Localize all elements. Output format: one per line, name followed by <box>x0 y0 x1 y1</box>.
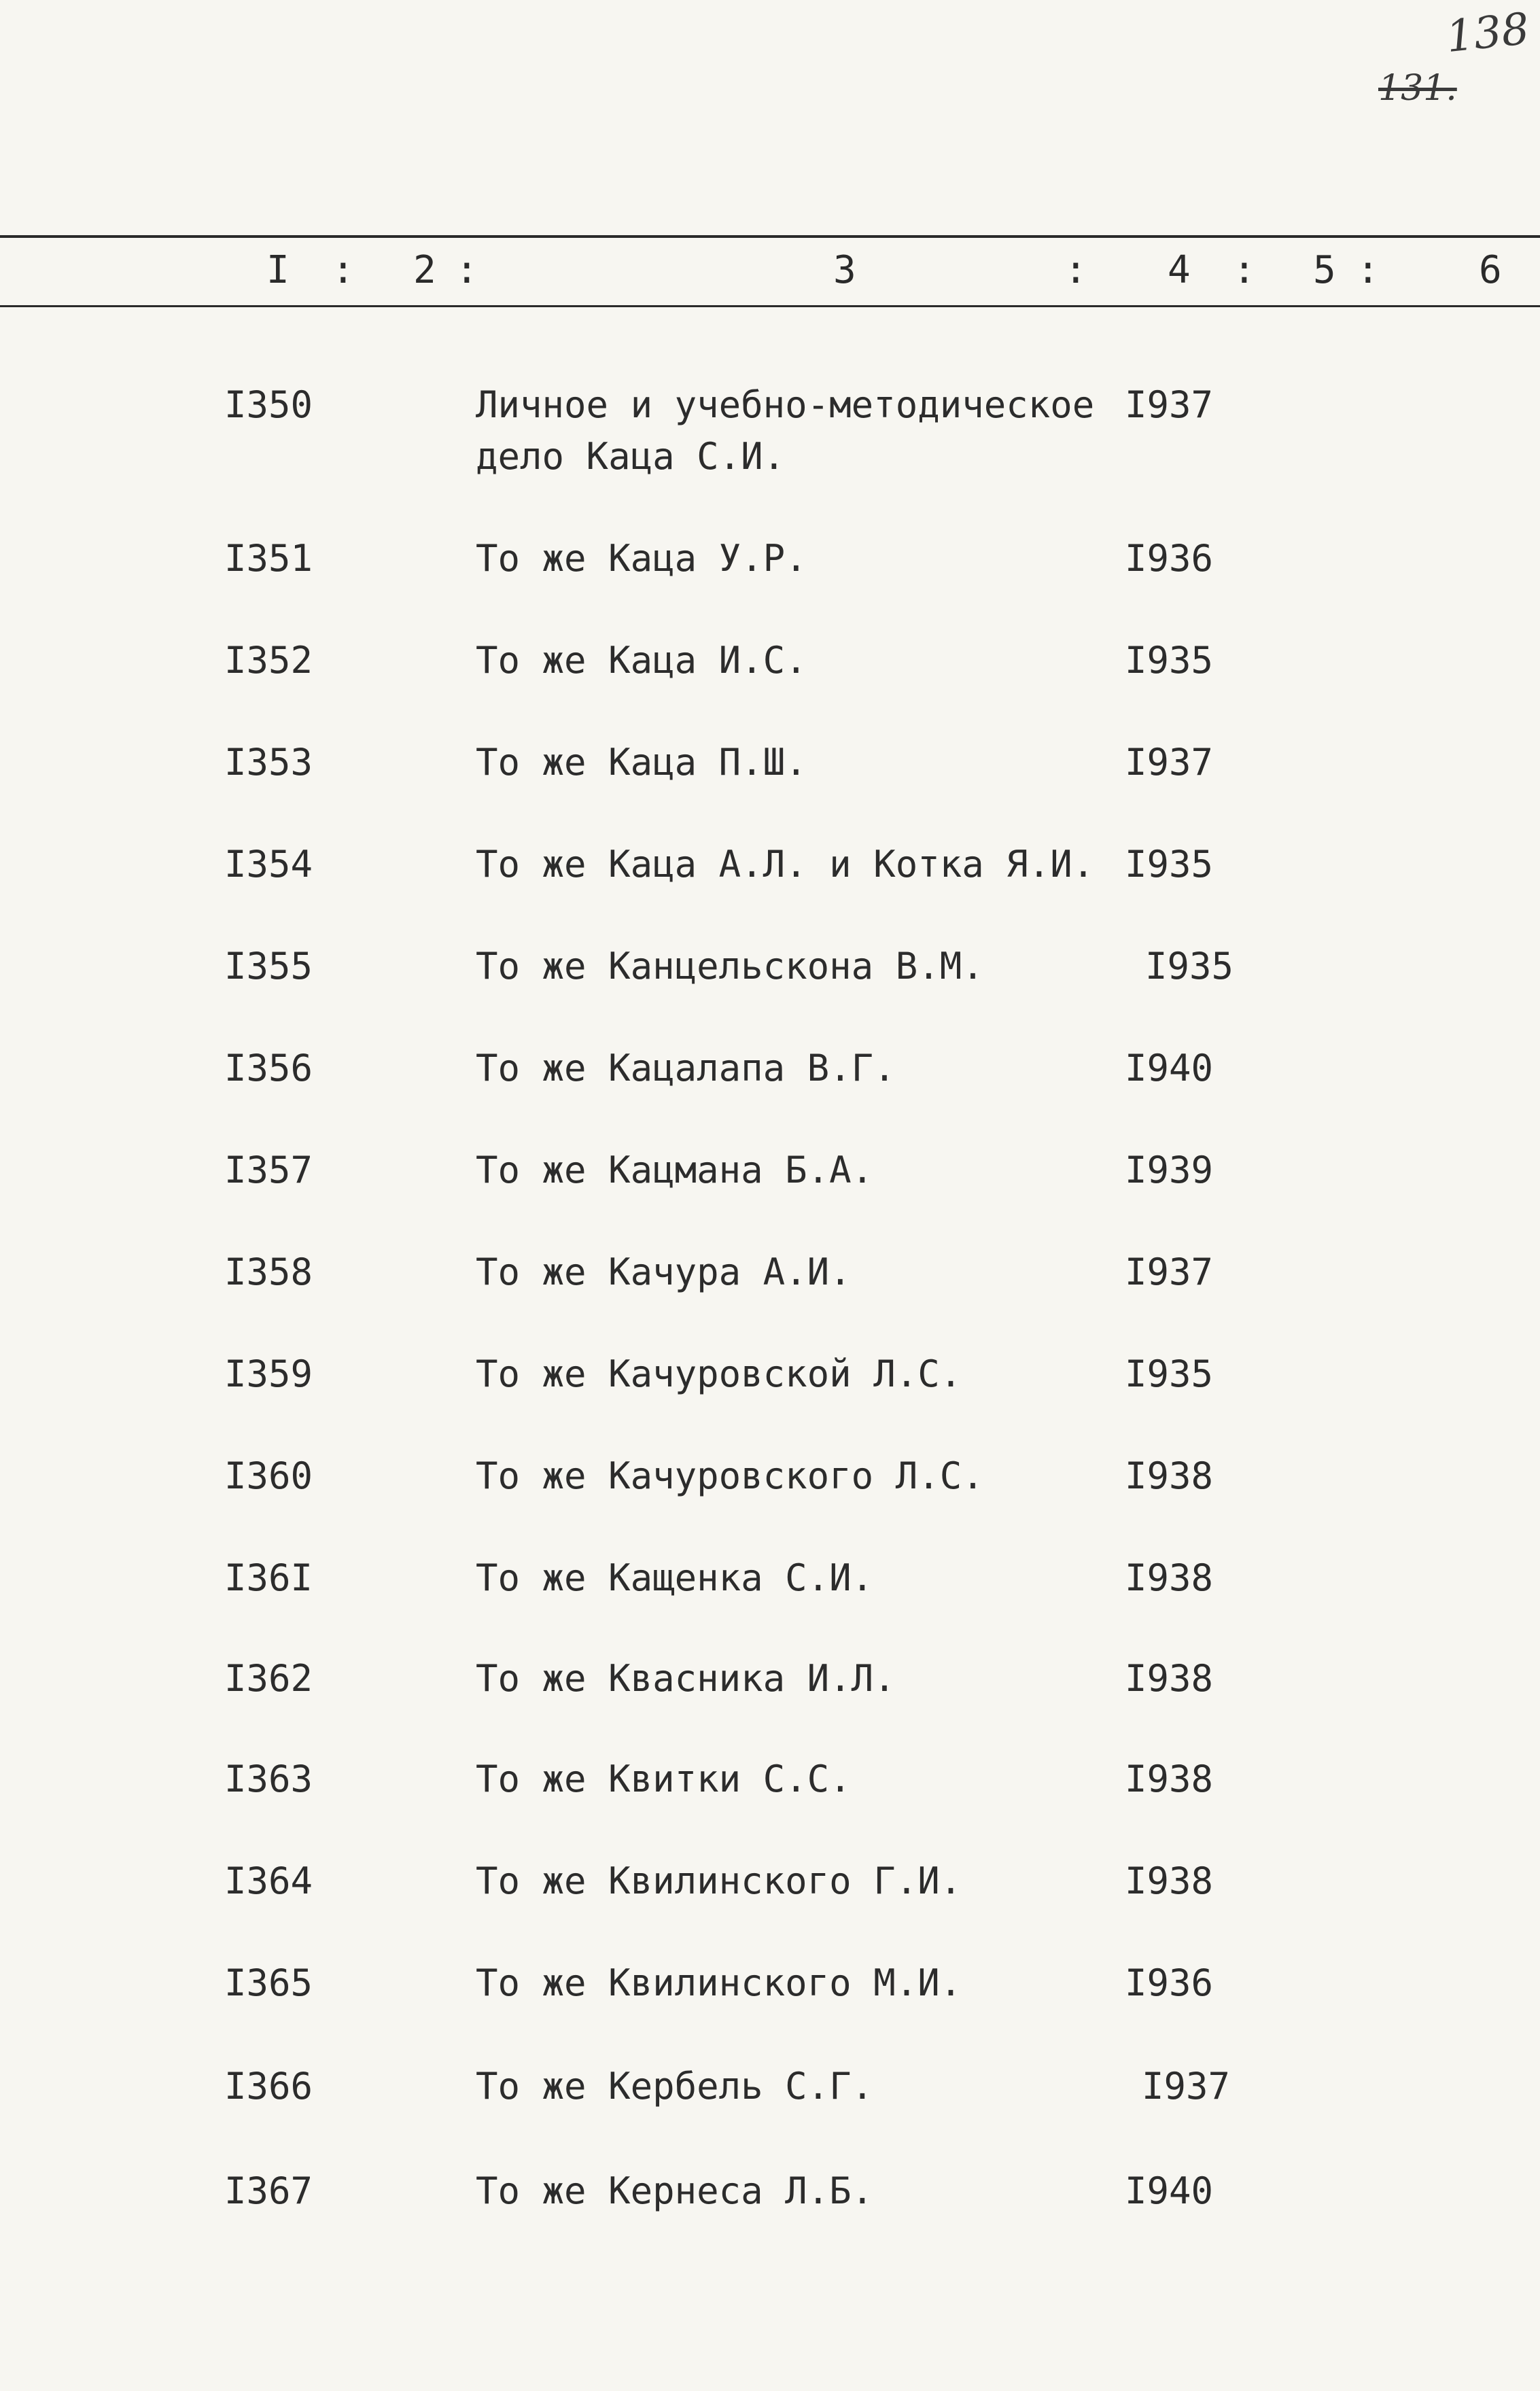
file-year: I936 <box>1125 1961 1214 2004</box>
file-year: I938 <box>1125 1758 1214 1800</box>
table-row <box>0 1043 1540 1104</box>
table-row <box>0 737 1540 798</box>
file-year: I938 <box>1125 1860 1214 1902</box>
file-title: То же Канцельскона В.М. <box>476 945 984 988</box>
file-year: I937 <box>1142 2065 1231 2108</box>
table-row <box>0 2061 1540 2122</box>
file-number: I358 <box>224 1251 313 1293</box>
file-number: I362 <box>224 1657 313 1700</box>
file-year: I935 <box>1125 843 1214 886</box>
table-row <box>0 1653 1540 1714</box>
folio-number-crossed-out: 131. <box>1378 68 1457 109</box>
table-row <box>0 1145 1540 1206</box>
header-col-2: 2 <box>413 248 436 292</box>
file-number: I360 <box>224 1454 313 1497</box>
file-number: I354 <box>224 843 313 886</box>
file-year: I938 <box>1125 1556 1214 1599</box>
file-title: То же Квилинского Г.И. <box>476 1860 962 1902</box>
file-year: I940 <box>1125 2169 1214 2212</box>
header-separator: : <box>1064 248 1087 292</box>
header-col-3: 3 <box>833 248 856 292</box>
file-title: То же Качура А.И. <box>476 1251 852 1293</box>
file-number: I357 <box>224 1149 313 1191</box>
file-number: I36I <box>224 1556 313 1599</box>
table-row <box>0 1348 1540 1410</box>
table-row <box>0 379 1540 478</box>
table-row <box>0 1855 1540 1917</box>
table-row <box>0 1753 1540 1815</box>
file-title: То же Кербель С.Г. <box>476 2065 874 2108</box>
file-title: То же Каца У.Р. <box>476 537 807 580</box>
file-number: I351 <box>224 537 313 580</box>
file-title: То же Каца И.С. <box>476 639 807 682</box>
file-number: I355 <box>224 945 313 988</box>
header-col-4: 4 <box>1168 248 1191 292</box>
file-title: То же Кернеса Л.Б. <box>476 2169 874 2212</box>
table-row <box>0 941 1540 1002</box>
file-year: I940 <box>1125 1047 1214 1089</box>
table-row <box>0 839 1540 900</box>
header-separator: : <box>1357 248 1380 292</box>
table-row <box>0 1246 1540 1308</box>
file-number: I359 <box>224 1352 313 1395</box>
file-year: I937 <box>1125 383 1214 426</box>
file-title: То же Квасника И.Л. <box>476 1657 896 1700</box>
file-year: I936 <box>1125 537 1214 580</box>
header-separator: : <box>332 248 355 292</box>
file-title: То же Каца П.Ш. <box>476 741 807 784</box>
file-number: I365 <box>224 1961 313 2004</box>
table-row <box>0 2165 1540 2227</box>
file-number: I353 <box>224 741 313 784</box>
file-year: I937 <box>1125 741 1214 784</box>
file-year: I939 <box>1125 1149 1214 1191</box>
table-row <box>0 1450 1540 1512</box>
file-number: I367 <box>224 2169 313 2212</box>
file-title-line: дело Каца С.И. <box>476 435 786 478</box>
header-col-1: I <box>266 248 290 292</box>
file-title: То же Кацалапа В.Г. <box>476 1047 896 1089</box>
table-row <box>0 635 1540 696</box>
table-row <box>0 1957 1540 2019</box>
table-row <box>0 1552 1540 1613</box>
file-title: То же Каца А.Л. и Котка Я.И. <box>476 843 1095 886</box>
header-col-5: 5 <box>1313 248 1336 292</box>
file-title: То же Кацмана Б.А. <box>476 1149 874 1191</box>
header-top-rule <box>0 235 1540 238</box>
file-title: То же Качуровской Л.С. <box>476 1352 962 1395</box>
file-number: I366 <box>224 2065 313 2108</box>
file-number: I363 <box>224 1758 313 1800</box>
file-number: I364 <box>224 1860 313 1902</box>
file-year: I938 <box>1125 1657 1214 1700</box>
file-title: То же Качуровского Л.С. <box>476 1454 984 1497</box>
header-bottom-rule <box>0 305 1540 307</box>
header-col-6: 6 <box>1479 248 1502 292</box>
file-number: I356 <box>224 1047 313 1089</box>
file-title: То же Квилинского М.И. <box>476 1961 962 2004</box>
file-title: То же Квитки С.С. <box>476 1758 852 1800</box>
file-year: I938 <box>1125 1454 1214 1497</box>
file-year: I935 <box>1145 945 1234 988</box>
table-row <box>0 533 1540 594</box>
file-year: I935 <box>1125 1352 1214 1395</box>
file-number: I352 <box>224 639 313 682</box>
folio-number: 138 <box>1443 3 1532 63</box>
header-separator: : <box>455 248 478 292</box>
header-separator: : <box>1233 248 1256 292</box>
file-title <box>476 379 1094 483</box>
file-title: То же Кащенка С.И. <box>476 1556 874 1599</box>
file-year: I937 <box>1125 1251 1214 1293</box>
file-number: I350 <box>224 383 313 426</box>
file-title-line: Личное и учебно-методическое <box>476 383 1095 426</box>
file-year: I935 <box>1125 639 1214 682</box>
